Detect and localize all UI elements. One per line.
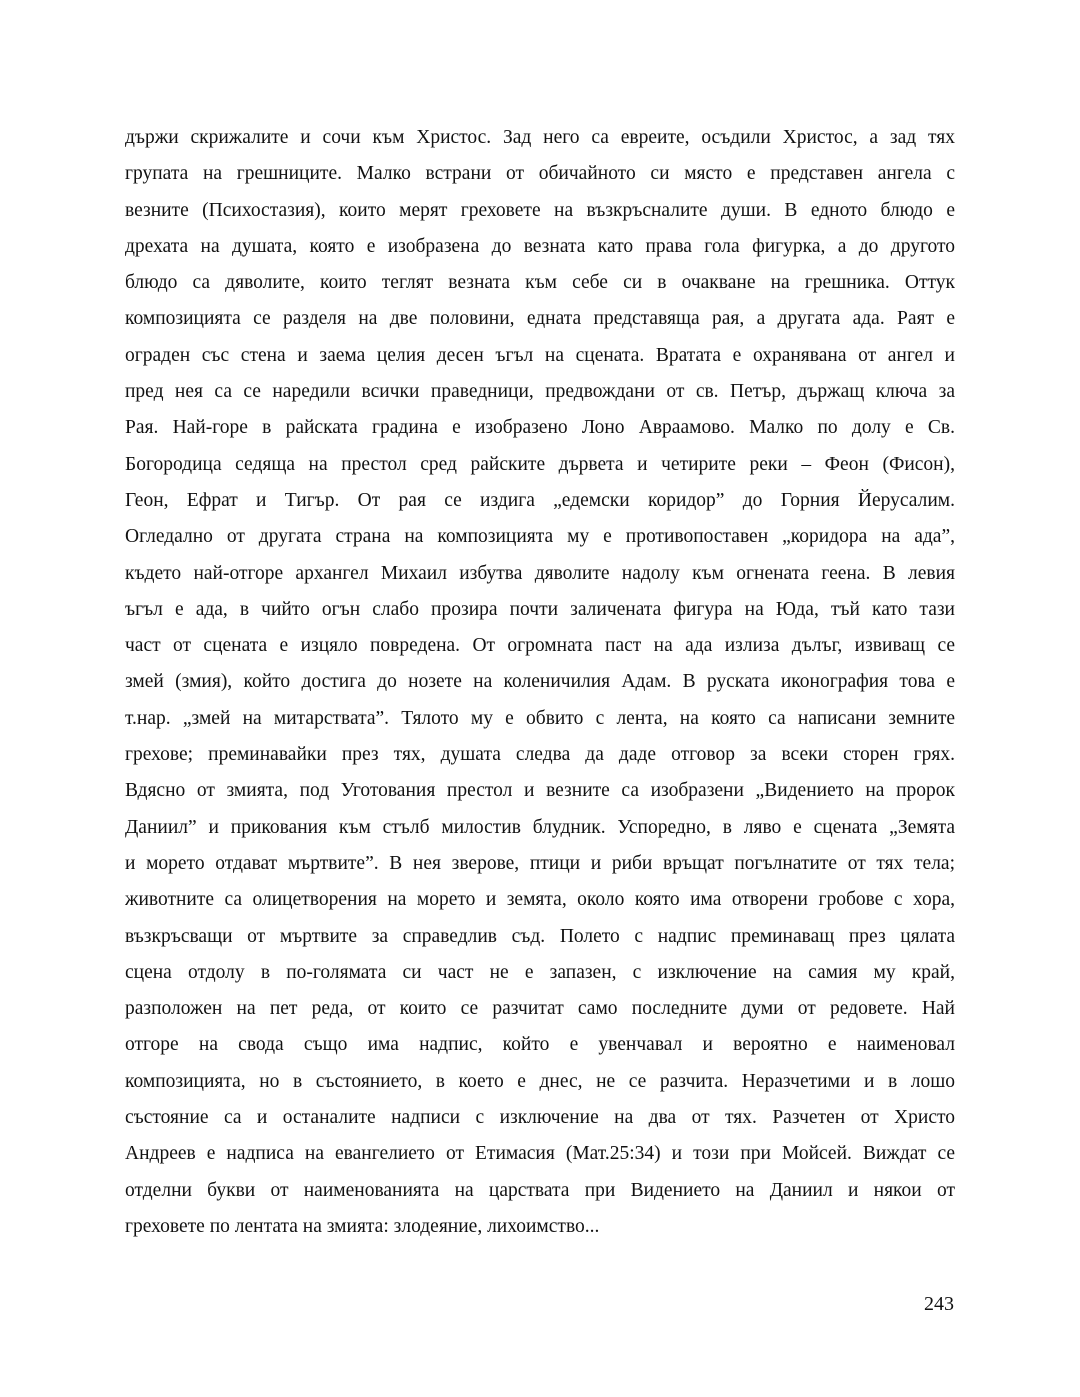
text-line: Богородица седяща на престол сред райските дървета и четирите реки – Феон (Фисон), — [125, 453, 955, 475]
text-line: грехове; преминавайки през тях, душата следва да даде отговор за всеки сторен грях. — [125, 744, 955, 766]
text-line: сцена отдолу в по-голямата си част не е запазен, с изключение на самия му край, — [125, 961, 955, 983]
text-line: ъгъл е ада, в чийто огън слабо прозира почти заличената фигура на Юда, тъй като тази — [125, 598, 955, 620]
text-line: отгоре на свода също има надпис, който е увенчавал и вероятно е наименовал — [125, 1034, 955, 1056]
text-line: Геон, Ефрат и Тигър. От рая се издига „едемски коридор” до Горния Йерусалим. — [125, 489, 955, 511]
text-line: част от сцената е изцяло повредена. От огромната паст на ада излиза дълъг, извиващ се — [125, 635, 955, 657]
text-line: животните са олицетворения на морето и земята, около която има отворени гробове с хора, — [125, 889, 955, 911]
text-line: Рая. Най-горе в райската градина е изобразено Лоно Авраамово. Малко по долу е Св. — [125, 417, 955, 439]
text-line: Даниил” и прикования към стълб милостив блудник. Успоредно, в ляво е сцената „Земята — [125, 816, 955, 838]
text-line: композицията се разделя на две половини, едната представяща рая, а другата ада. Раят е — [125, 308, 955, 330]
text-line: разположен на пет реда, от които се разчитат само последните думи от редовете. Най — [125, 998, 955, 1020]
text-line: групата на грешниците. Малко встрани от обичайното си място е представен ангела с — [125, 163, 955, 185]
page-number: 243 — [924, 1293, 954, 1315]
text-line: където най-отгоре архангел Михаил избутва дяволите надолу към огнената геена. В левия — [125, 562, 955, 584]
text-line: Андреев е надписа на евангелието от Етимасия (Мат.25:34) и този при Мойсей. Виждат се — [125, 1143, 955, 1165]
text-line: пред нея са се наредили всички праведници, предвождани от св. Петър, държащ ключа за — [125, 381, 955, 403]
text-line: греховете по лентата на змията: злодеяние, лихоимство... — [125, 1215, 600, 1237]
text-line: дрехата на душата, която е изобразена до везната като права гола фигурка, а до другото — [125, 235, 955, 257]
body-text — [125, 120, 955, 1245]
text-line: блюдо са дяволите, които теглят везната към себе си в очакване на грешника. Оттук — [125, 272, 955, 294]
text-line: Огледално от другата страна на композицията му е противопоставен „коридора на ада”, — [125, 526, 955, 548]
text-line: държи скрижалите и сочи към Христос. Зад него са евреите, осъдили Христос, а зад тях — [125, 127, 955, 148]
text-line: Вдясно от змията, под Уготования престол и везните са изобразени „Видението на пророк — [125, 780, 955, 802]
text-line: възкръсващи от мъртвите за справедлив съд. Полето с надпис преминаващ през цялата — [125, 925, 955, 947]
text-line: змей (змия), който достига до нозете на коленичилия Адам. В руската иконография това е — [125, 671, 955, 693]
text-line: композицията, но в състоянието, в което е днес, не се разчита. Неразчетими и в лошо — [125, 1070, 955, 1092]
text-line: състояние са и останалите надписи с изключение на два от тях. Разчетен от Христо — [125, 1107, 955, 1129]
text-line: т.нар. „змей на митарствата”. Тялото му е обвито с лента, на която са написани земните — [125, 707, 955, 729]
text-line: везните (Психостазия), които мерят греховете на възкръсналите души. В едното блюдо е — [125, 199, 955, 221]
text-line: отделни букви от наименованията на царствата при Видението на Даниил и някои от — [125, 1179, 955, 1201]
text-line: ограден със стена и заема целия десен ъгъл на сцената. Вратата е охранявана от ангел и — [125, 344, 955, 366]
text-line: и морето отдават мъртвите”. В нея зверове, птици и риби връщат погълнатите от тях тела; — [125, 852, 955, 874]
